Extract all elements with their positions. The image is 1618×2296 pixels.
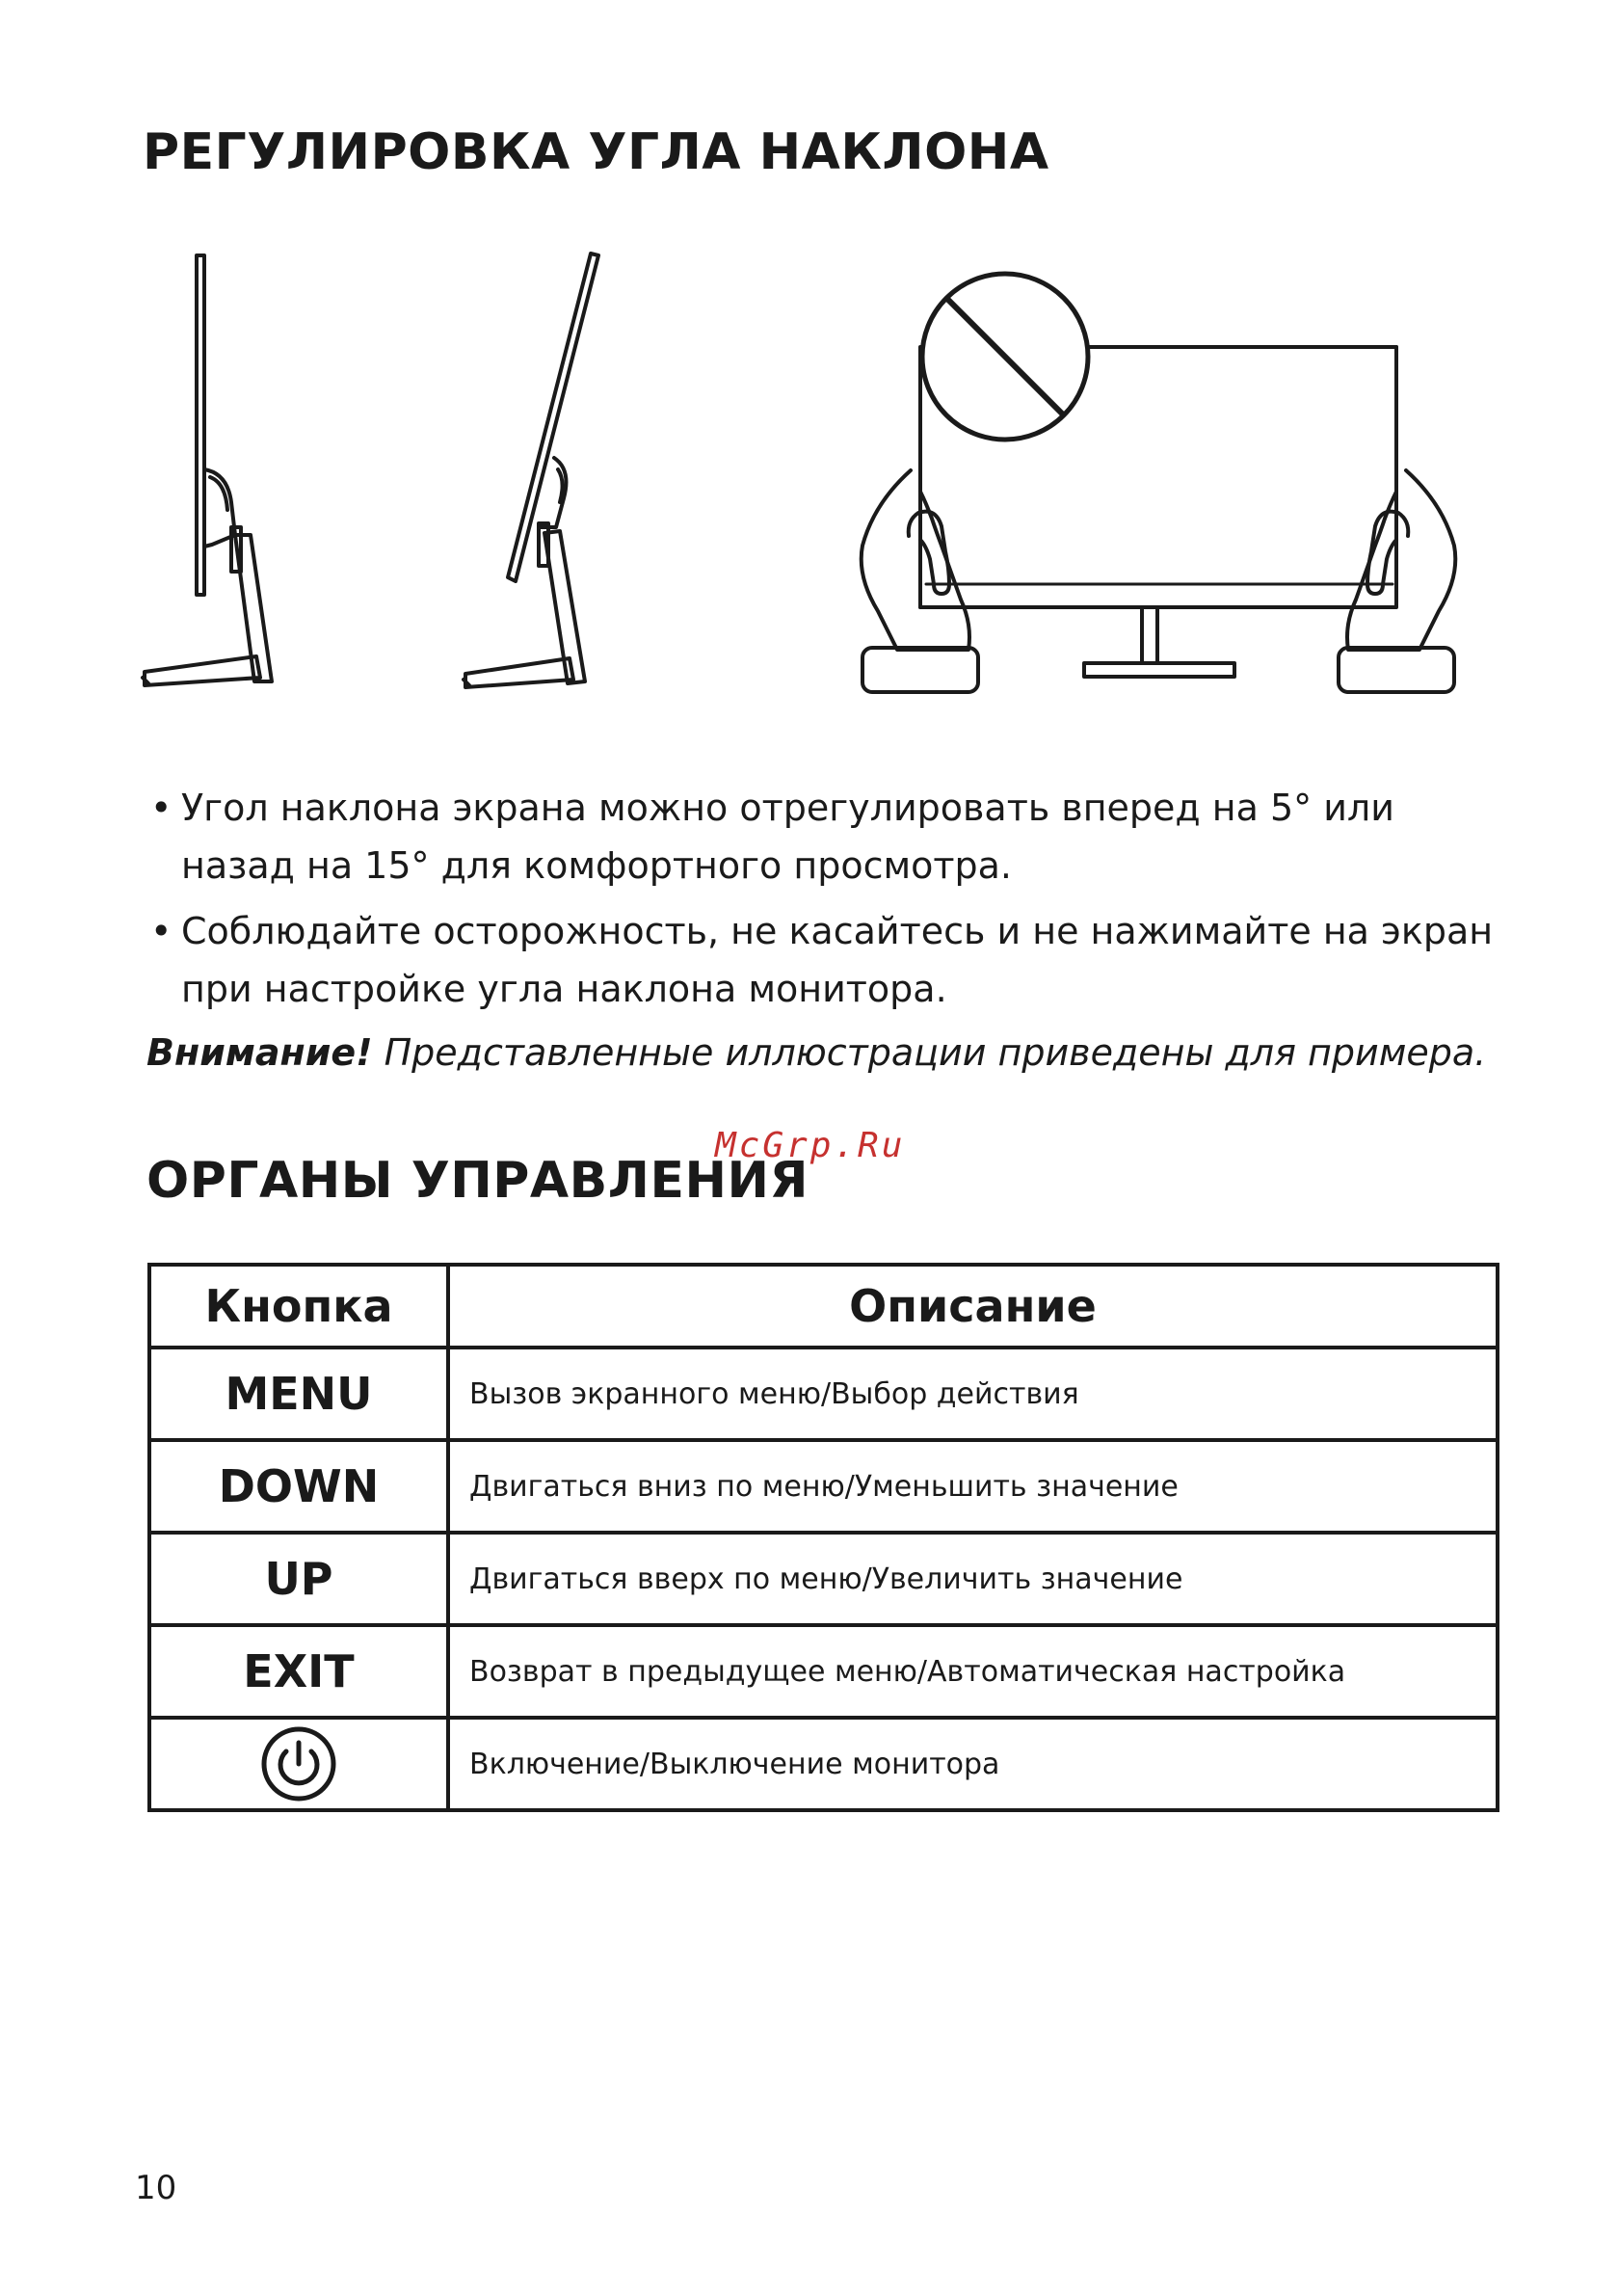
- button-name-up: UP: [149, 1533, 448, 1625]
- warning-label: Внимание!: [146, 1031, 373, 1074]
- table-row: [149, 1440, 1498, 1533]
- monitor-tilt-back-illustration: [135, 246, 299, 699]
- watermark: McGrp.Ru: [715, 1126, 906, 1165]
- warning-note: [146, 1031, 1486, 1074]
- bullet-marker: •: [150, 787, 172, 829]
- button-name-exit: EXIT: [149, 1625, 448, 1718]
- table-header-row: [149, 1265, 1498, 1348]
- button-description: Возврат в предыдущее меню/Автоматическая настройка: [448, 1625, 1498, 1718]
- warning-text: Представленные иллюстрации приведены для примера.: [372, 1031, 1487, 1074]
- button-power-cell: [149, 1718, 448, 1810]
- power-icon: [260, 1725, 337, 1802]
- monitor-handling-illustration: [853, 251, 1470, 704]
- tilt-note-item: [146, 779, 1515, 894]
- tilt-note-text: Угол наклона экрана можно отрегулировать вперед на 5° или назад на 15° для комфортного просмотра.: [181, 787, 1394, 887]
- button-description: Вызов экранного меню/Выбор действия: [448, 1348, 1498, 1440]
- table-row: [149, 1718, 1498, 1810]
- button-description: Двигаться вверх по меню/Увеличить значение: [448, 1533, 1498, 1625]
- page-number: 10: [135, 2169, 177, 2207]
- button-description: Включение/Выключение монитора: [448, 1718, 1498, 1810]
- table-row: [149, 1348, 1498, 1440]
- table-row: [149, 1625, 1498, 1718]
- column-header-description: Описание: [448, 1265, 1498, 1348]
- section-title-tilt: РЕГУЛИРОВКА УГЛА НАКЛОНА: [143, 123, 1049, 181]
- section-title-controls: ОРГАНЫ УПРАВЛЕНИЯ: [146, 1152, 809, 1210]
- button-description: Двигаться вниз по меню/Уменьшить значение: [448, 1440, 1498, 1533]
- monitor-tilt-forward-illustration: [458, 246, 622, 699]
- bullet-marker: •: [150, 910, 172, 952]
- tilt-notes-list: [146, 779, 1515, 1026]
- tilt-note-text: Соблюдайте осторожность, не касайтесь и не нажимайте на экран при настройке угла наклона монитора.: [181, 910, 1494, 1010]
- table-row: [149, 1533, 1498, 1625]
- button-name-menu: MENU: [149, 1348, 448, 1440]
- controls-table: [147, 1263, 1499, 1812]
- tilt-note-item: [146, 902, 1515, 1018]
- column-header-button: Кнопка: [149, 1265, 448, 1348]
- button-name-down: DOWN: [149, 1440, 448, 1533]
